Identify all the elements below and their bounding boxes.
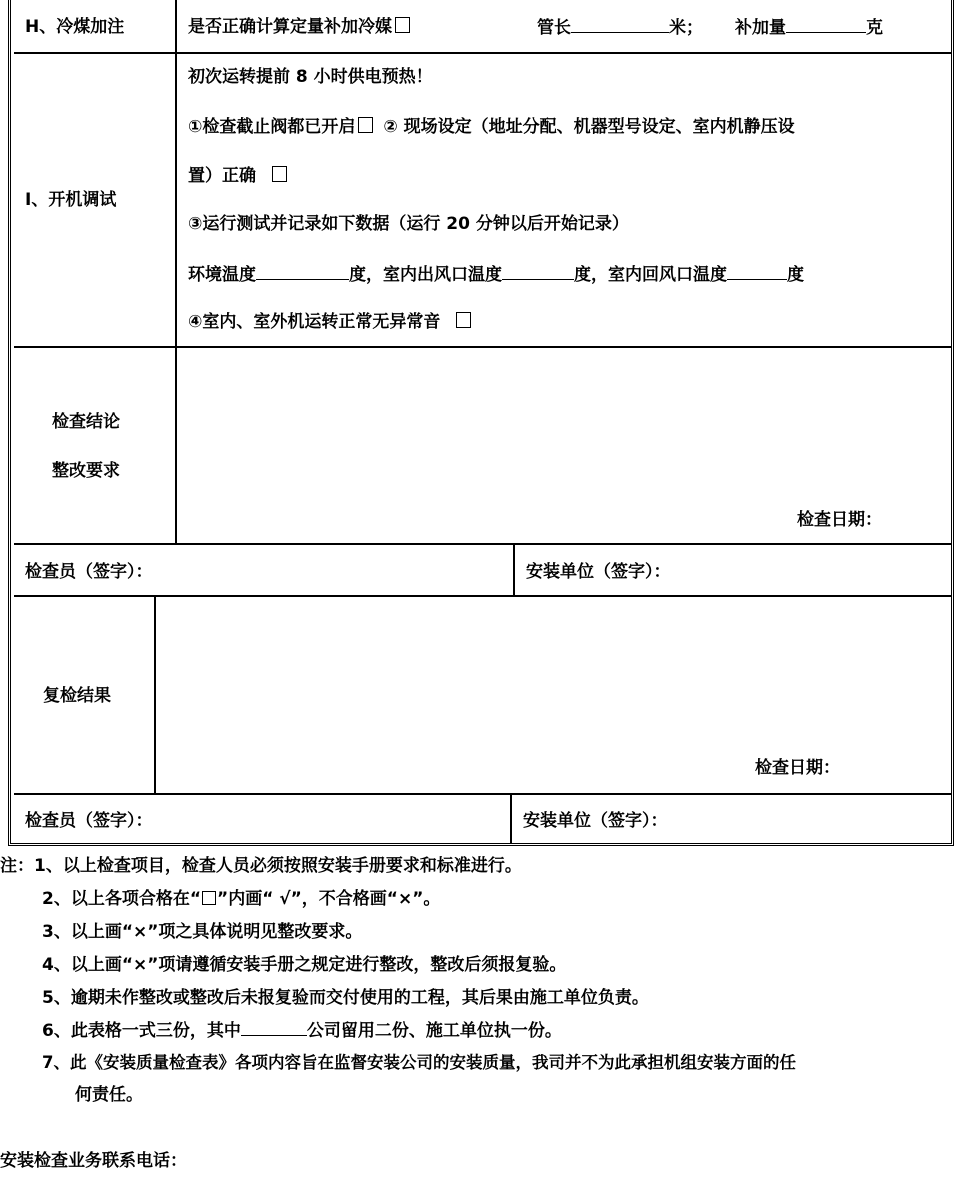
pipe-length-unit: 米； [669,18,703,38]
inspector-signature-label: 检查员（签字）： [25,562,153,582]
preheat-text: 初次运转提前 8 小时供电预热！ [188,67,433,87]
conclusion-label: 检查结论 [52,412,120,432]
note-6-text-a: 6、此表格一式三份，其中 [42,1021,241,1041]
add-amount-label: 补加量 [735,18,786,38]
recheck-date-label: 检查日期： [755,758,840,778]
company-blank[interactable] [241,1020,307,1036]
contact-phone-label: 安装检查业务联系电话： [0,1151,187,1171]
pipe-length-label: 管长 [537,18,571,38]
note-6-text-b: 公司留用二份、施工单位执一份。 [306,1021,562,1041]
row-h-content [188,17,410,37]
recheck-input-area[interactable] [160,601,945,751]
conclusion-input-area[interactable] [180,352,945,502]
add-amount-blank[interactable] [786,17,866,33]
row-divider [14,52,952,54]
site-setting-cont: 置）正确 [188,166,256,186]
row-divider [14,346,952,348]
row-divider [14,543,952,545]
note-2-text-a: 2、以上各项合格在“ [42,889,202,909]
note-1: 注：1、以上检查项目，检查人员必须按照安装手册要求和标准进行。 [0,856,522,876]
add-amount-unit: 克 [866,18,883,38]
outlet-temp-blank[interactable] [502,264,574,280]
ambient-temp-label: 环境温度 [188,265,256,285]
run-test-text: ③运行测试并记录如下数据（运行 20 分钟以后开始记录） [188,214,629,234]
checkbox-symbol [202,891,216,905]
temperature-line [188,264,804,285]
note-4: 4、以上画“×”项请遵循安装手册之规定进行整改，整改后须报复验。 [42,955,567,975]
installer-signature-label: 安装单位（签字）： [526,562,671,582]
column-divider [513,543,515,595]
note-3: 3、以上画“×”项之具体说明见整改要求。 [42,922,363,942]
row-i-label: I、开机调试 [25,190,117,210]
valve-check-line [188,117,795,137]
valve-checkbox[interactable] [358,117,373,133]
ambient-temp-blank[interactable] [256,264,349,280]
pipe-length-field [537,17,703,38]
note-5: 5、逾期未作整改或整改后未报复验而交付使用的工程，其后果由施工单位负责。 [42,988,649,1008]
note-7-cont: 何责任。 [75,1085,143,1105]
noise-check-text: ④室内、室外机运转正常无异常音 [188,312,441,332]
refrigerant-checkbox[interactable] [395,17,410,33]
row-divider [14,793,952,795]
note-2 [42,889,440,909]
noise-checkbox[interactable] [456,312,471,328]
recheck-installer-signature-label: 安装单位（签字）： [523,811,668,831]
conclusion-date-label: 检查日期： [797,510,882,530]
recheck-inspector-signature-label: 检查员（签字）： [25,811,153,831]
return-temp-blank[interactable] [727,264,787,280]
column-divider [510,793,512,843]
row-h-label: H、冷煤加注 [25,17,125,37]
note-2-text-b: ”内画“ √”，不合格画“×”。 [217,889,441,909]
note-7: 7、此《安装质量检查表》各项内容旨在监督安装公司的安装质量，我司并不为此承担机组安装方面的任 [42,1053,796,1072]
rectification-label: 整改要求 [52,461,120,481]
note-6 [42,1020,562,1041]
pipe-length-blank[interactable] [571,17,669,33]
column-divider [154,595,156,793]
column-divider [175,0,177,543]
site-setting-checkbox[interactable] [272,166,287,182]
add-amount-field [735,17,883,38]
noise-check-line [188,312,471,332]
valve-check-text: ①检查截止阀都已开启 [188,117,356,137]
refrigerant-question: 是否正确计算定量补加冷媒 [188,17,392,37]
return-temp-label: 度，室内回风口温度 [574,265,727,285]
site-setting-text: ② 现场设定（地址分配、机器型号设定、室内机静压设 [383,117,795,137]
temp-unit: 度 [787,265,804,285]
site-setting-line [188,166,287,186]
recheck-label: 复检结果 [43,686,111,706]
outlet-temp-label: 度，室内出风口温度 [349,265,502,285]
